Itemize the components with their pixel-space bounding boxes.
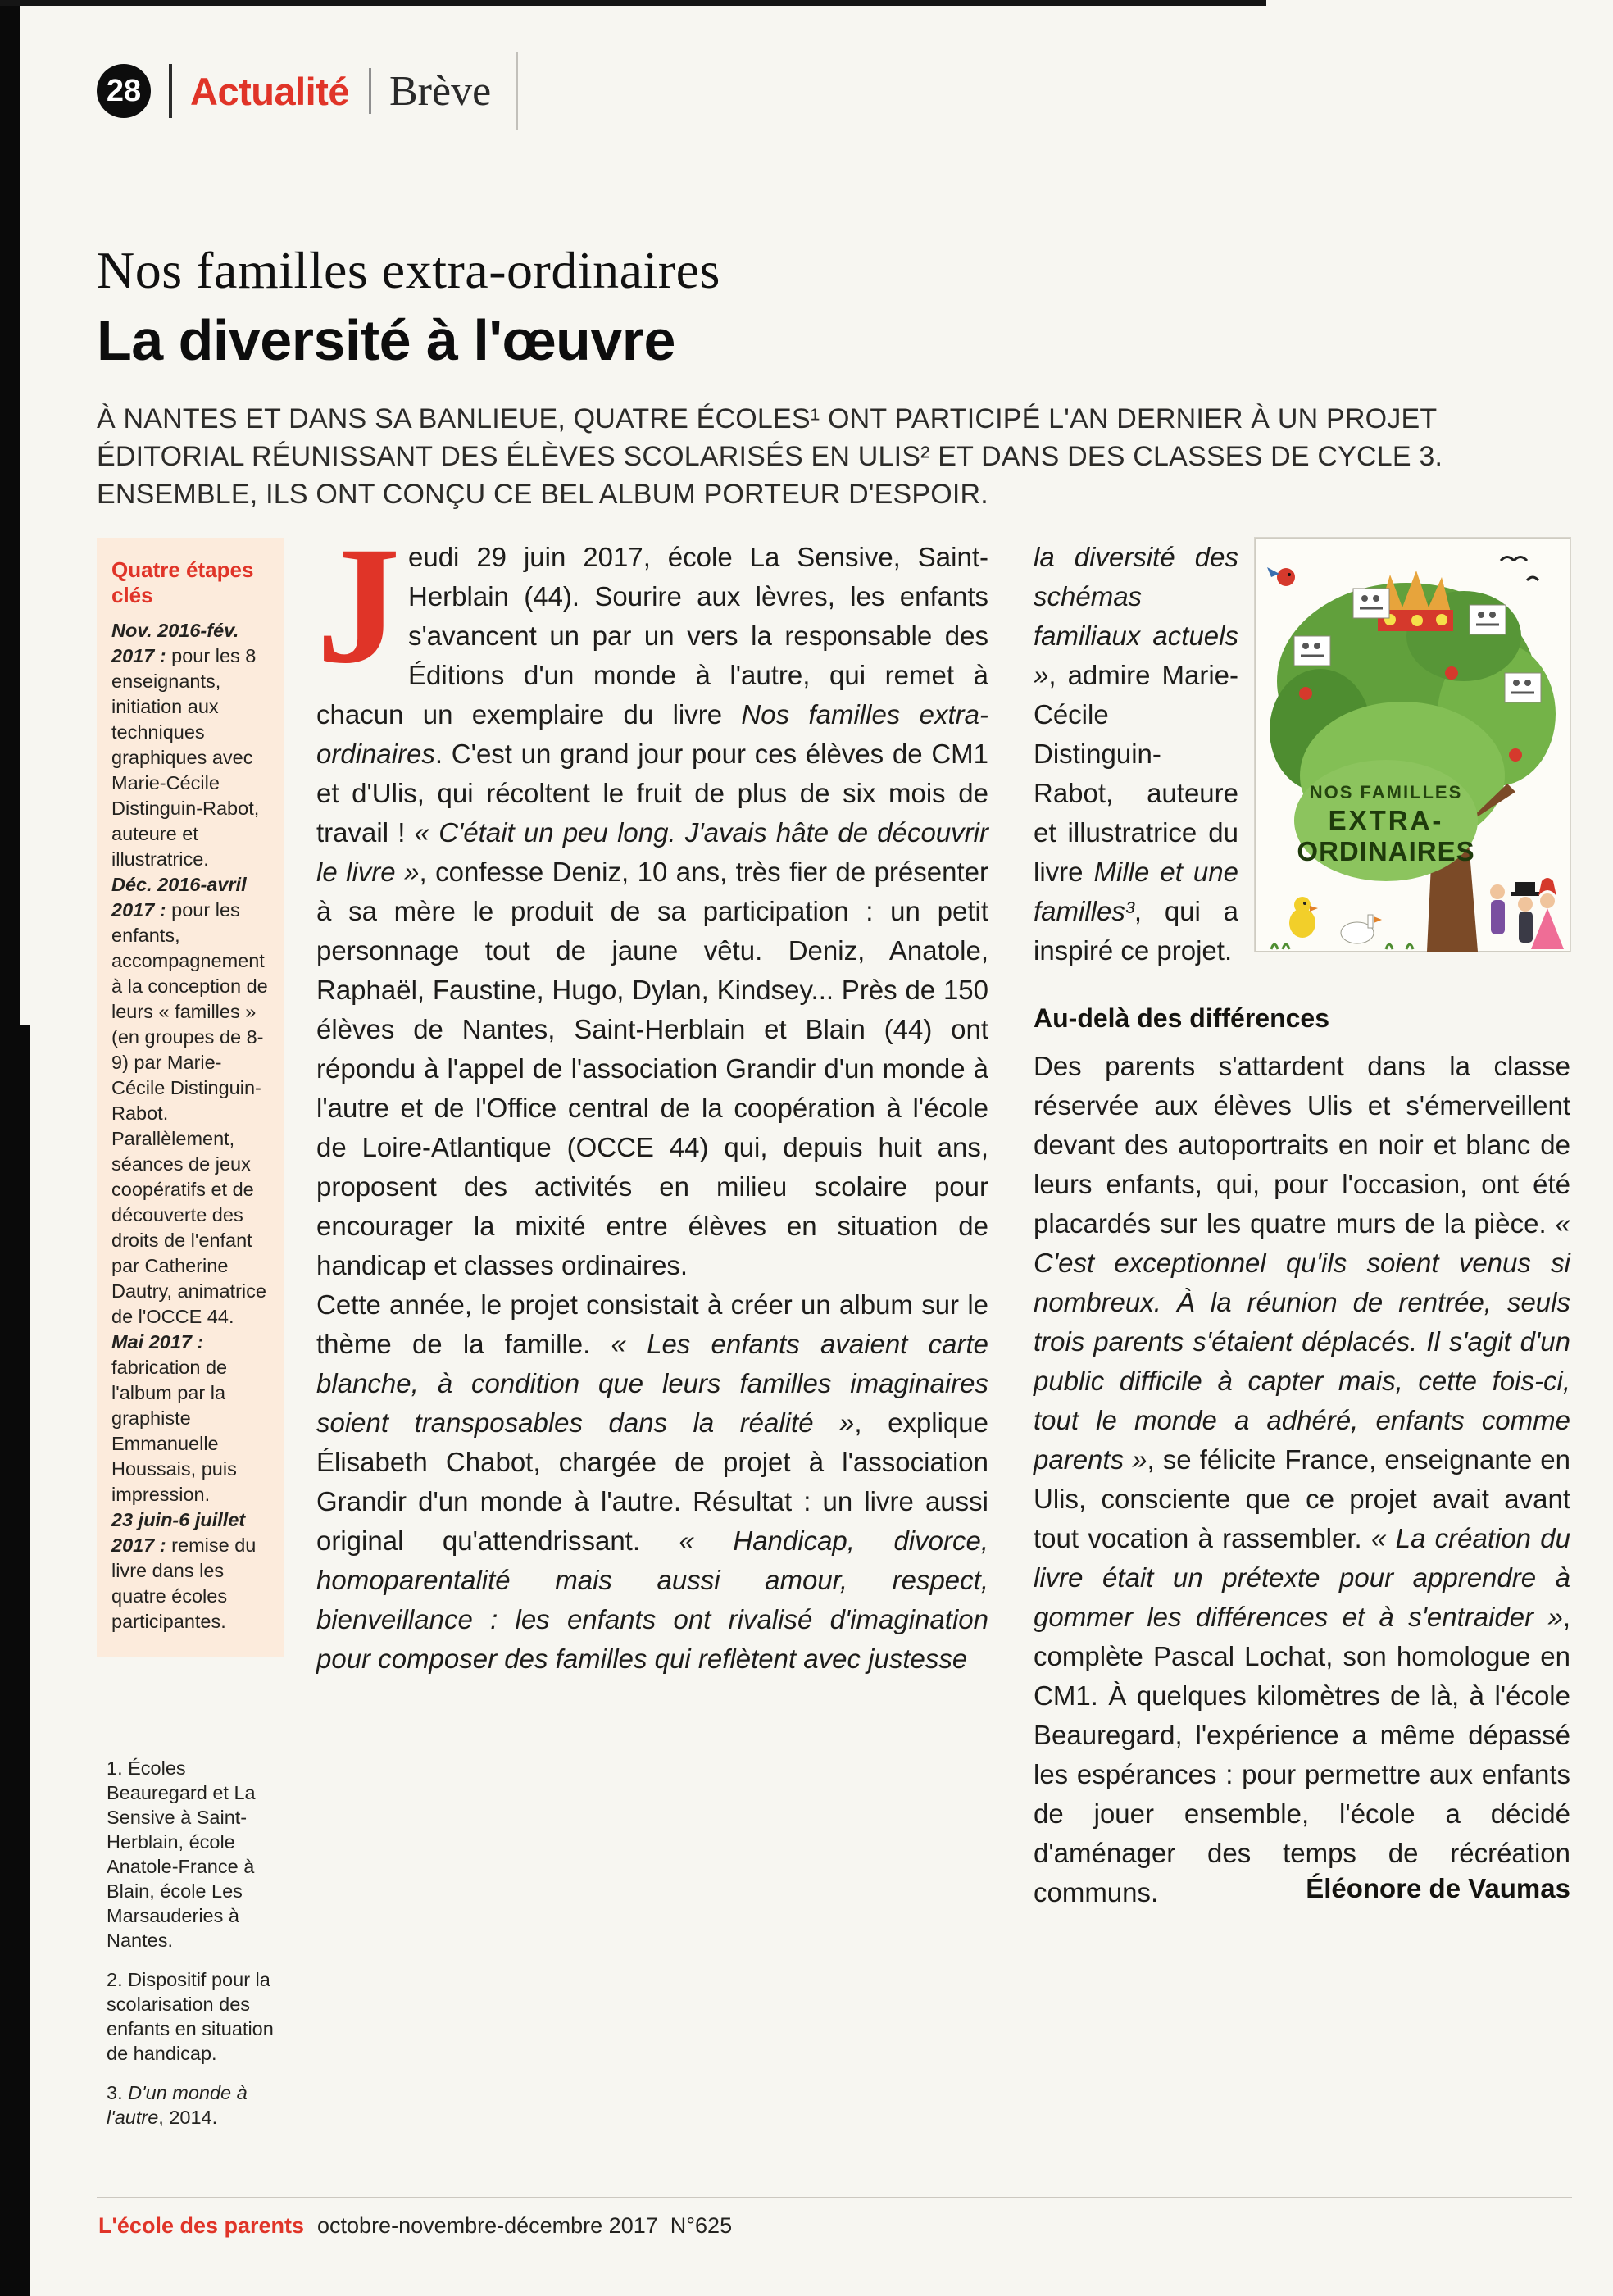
magazine-name: L'école des parents [98, 2213, 305, 2238]
drop-cap: J [316, 512, 401, 698]
sidebar-entry: Nov. 2016-fév. 2017 : pour les 8 enseignants, initiation aux techniques graphiques avec Marie-Cécile Distinguin-Rabot, auteure et illustratrice. [111, 620, 260, 870]
book-cover-image [1255, 538, 1570, 952]
header-divider-3 [516, 52, 518, 130]
right-column [1034, 538, 1571, 1907]
footnote-item: 3. D'un monde à l'autre, 2014. [107, 2082, 248, 2128]
article-body-column [316, 512, 989, 1679]
sidebar-box [97, 538, 284, 1657]
cover-title-line3: ORDINAIRES [1297, 836, 1475, 866]
issue-info: octobre-novembre-décembre 2017 N°625 [317, 2213, 733, 2238]
closing-paragraph: Des parents s'attardent dans la classe réservée aux élèves Ulis et s'émerveillent devant des autoportraits en noir et blanc de leurs enfants, qui, pour l'occasion, ont été placardés sur les quatre murs de la pièce. « C'est exceptionnel qu'ils soient venus si nombreux. À la réunion de rentrée, seuls trois parents s'étaient déplacés. Il s'agit d'un public difficile à capter mais, cette fois-ci, tout le monde a adhéré, enfants comme parents », se félicite France, enseignante en Ulis, consciente que ce projet avait avant tout vocation à rassembler. « La création du livre était un prétexte pour apprendre à gommer les différences et à s'entraider », complète Pascal Lochat, son homologue en CM1. À quelques kilomètres de là, à l'école Beauregard, l'expérience a même dépassé les espérances : pour permettre aux enfants de jouer ensemble, l'école a décidé d'aménager des temps de récréation communs. [1034, 1051, 1571, 1907]
author-byline: Éléonore de Vaumas [1306, 1873, 1570, 1903]
sidebar-entry: 23 juin-6 juillet 2017 : remise du livre dans les quatre écoles participantes. [111, 1509, 257, 1632]
paragraph-text: eudi 29 juin 2017, école La Sensive, Saint-Herblain (44). Sourire aux lèvres, les enfants s'avancent un par un vers la responsable des Éditions d'un monde à l'autre, qui remet à chacun un exemplaire du livre Nos familles extra-ordinaires. C'est un grand jour pour ces élèves de CM1 et d'Ulis, qui récoltent le fruit de plus de six mois de travail ! « C'était un peu long. J'avais hâte de découvrir le livre », confesse Deniz, 10 ans, très fier de présenter à sa mère le produit de sa participation : un petit personnage tout de jaune vêtu. Deniz, Anatole, Raphaël, Faustine, Hugo, Dylan, Kindsey... Près de 150 élèves de Nantes, Saint-Herblain et Blain (44) ont répondu à l'appel de l'association Grandir d'un monde à l'autre et de l'Office central de la coopération à l'école de Loire-Atlantique (OCCE 44) qui, depuis huit ans, proposent des activités en milieu scolaire pour encourager la mixité entre élèves en situation de handicap et classes ordinaires. [316, 542, 988, 1280]
page-number: 28 [106, 73, 142, 108]
article-standfirst: À NANTES ET DANS SA BANLIEUE, QUATRE ÉCOLES¹ ONT PARTICIPÉ L'AN DERNIER À UN PROJET ÉDITORIAL RÉUNISSANT DES ÉLÈVES SCOLARISÉS EN ULIS² ET DANS DES CLASSES DE CYCLE 3. ENSEMBLE, ILS ONT CONÇU CE BEL ALBUM PORTEUR D'ESPOIR. [97, 403, 1443, 510]
header-divider-2 [369, 68, 371, 114]
left-column [97, 538, 284, 2144]
footnote-item: 1. Écoles Beauregard et La Sensive à Saint-Herblain, école Anatole-France à Blain, école Les Marsauderies à Nantes. [107, 1757, 256, 1951]
cover-title [1294, 760, 1478, 881]
page-footer [97, 2197, 1572, 2239]
article-kicker: Nos familles extra-ordinaires [97, 241, 720, 299]
footnotes [97, 1756, 284, 2130]
section-label: Actualité [190, 69, 349, 113]
book-caption: la diversité des schémas familiaux actuels », admire Marie-Cécile Distinguin-Rabot, auteure et illustratrice du livre Mille et une familles³, qui a inspiré ce projet. [1034, 542, 1238, 966]
footnote-item: 2. Dispositif pour la scolarisation des enfants en situation de handicap. [107, 1969, 274, 2064]
header-divider-1 [169, 64, 172, 118]
body-paragraph-1 [316, 512, 988, 1285]
article-columns [97, 512, 1590, 2144]
title-block [97, 241, 1590, 513]
body-paragraph-2: Cette année, le projet consistait à créer un album sur le thème de la famille. « Les enfants avaient carte blanche, à condition que leurs familles imaginaires soient transposables dans la réalité », explique Élisabeth Chabot, chargée de projet à l'association Grandir d'un monde à l'autre. Résultat : un livre aussi original qu'attendrissant. « Handicap, divorce, homoparentalité mais aussi amour, respect, bienveillance : les enfants ont rivalisé d'imagination pour composer des familles qui reflètent avec justesse [316, 1289, 989, 1674]
cover-title-line2: EXTRA- [1328, 805, 1444, 835]
cover-row [1034, 538, 1570, 971]
article-title: La diversité à l'œuvre [97, 308, 675, 372]
page-number-badge [97, 64, 151, 118]
sidebar-entry: Déc. 2016-avril 2017 : pour les enfants, accompagnement à la conception de leurs « familles » (en groupes de 8-9) par Marie-Cécile Distinguin-Rabot. Parallèlement, séances de jeux coopératifs et de découverte des droits de l'enfant par Catherine Dautry, animatrice de l'OCCE 44. [111, 874, 268, 1327]
cover-title-line1: NOS FAMILLES [1309, 782, 1463, 802]
sidebar-entry: Mai 2017 : fabrication de l'album par la graphiste Emmanuelle Houssais, puis impression. [111, 1331, 237, 1505]
subsection-label: Brève [389, 67, 492, 115]
page-header [97, 61, 1590, 121]
section-heading: Au-delà des différences [1034, 1003, 1329, 1033]
sidebar-title: Quatre étapes clés [111, 557, 254, 607]
